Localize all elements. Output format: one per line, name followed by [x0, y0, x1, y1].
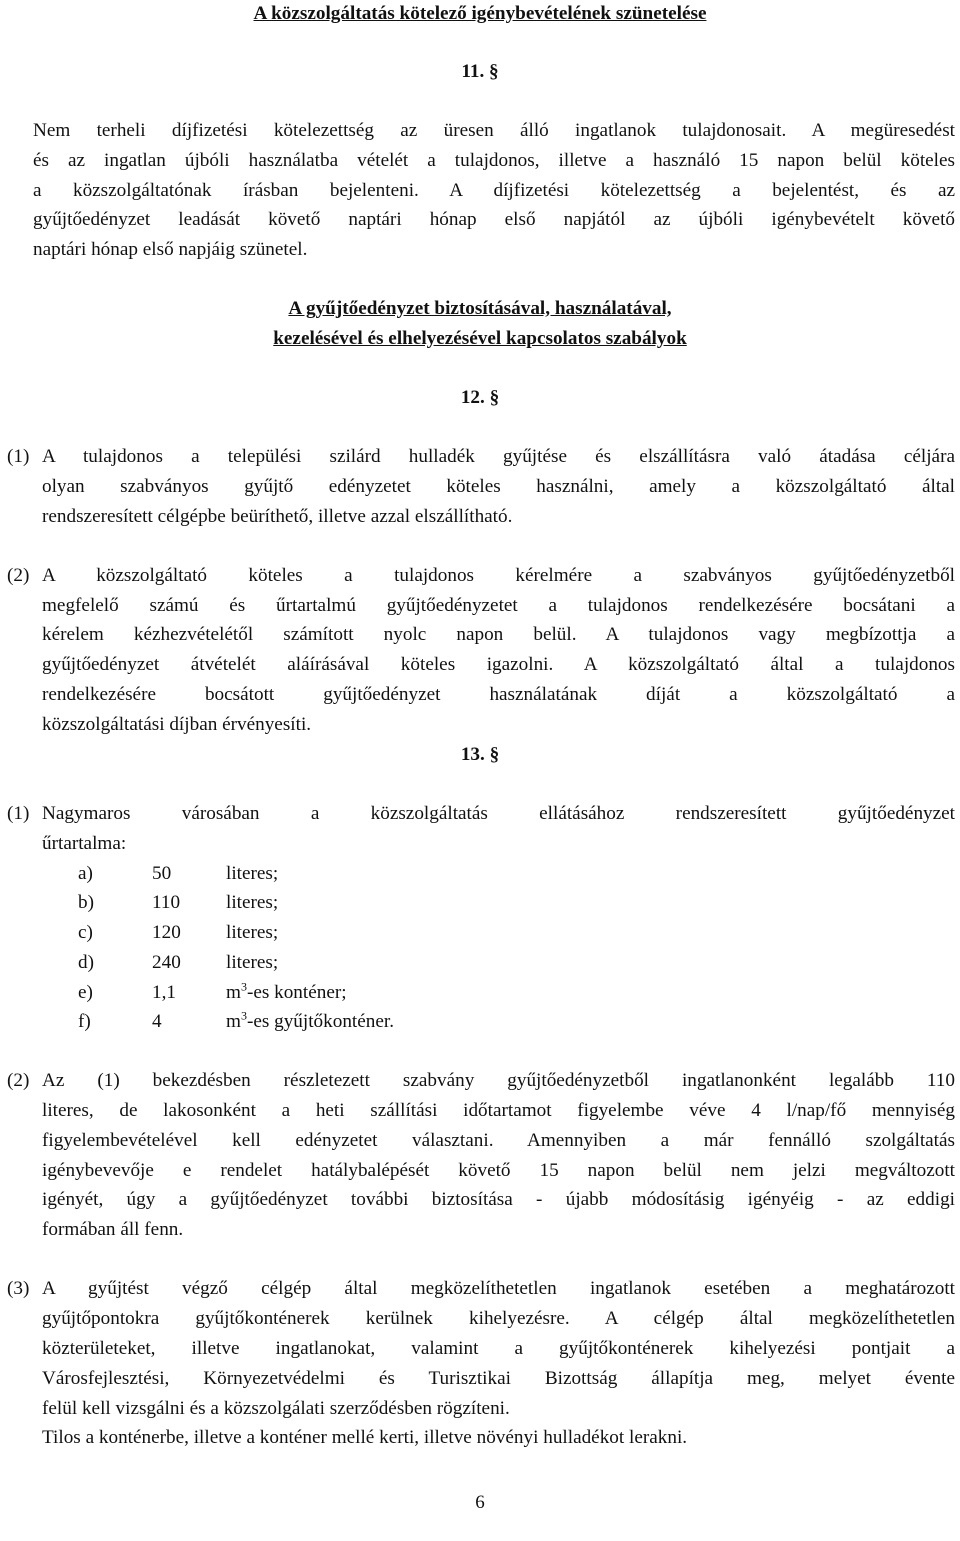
text-line: formában áll fenn.	[42, 1219, 184, 1240]
unit-suffix: -es gyűjtőkonténer.	[246, 1011, 395, 1032]
list-letter: b)	[78, 892, 94, 913]
text-line: figyelembevételével kell edényzetet választani. Amennyiben a már fennálló szolgáltatás	[42, 1130, 955, 1151]
text-line: gyűjtőpontokra gyűjtőkonténerek kerülnek kihelyezésre. A célgép által megközelíthetetlen	[42, 1308, 955, 1329]
text-line: kérelem kézhezvételétől számított nyolc napon belül. A tulajdonos vagy megbízottja a	[42, 624, 955, 645]
text-line: igényét, úgy a gyűjtőedényzet további biztosítása - újabb módosításig igényéig - az eddigi	[42, 1189, 955, 1210]
unit-superscript: 3	[240, 1008, 247, 1023]
text-line: A közszolgáltató köteles a tulajdonos kérelmére a szabványos gyűjtőedényzetből	[42, 565, 955, 586]
page-number: 6	[475, 1492, 485, 1513]
text-line: közszolgáltatási díjban érvényesíti.	[42, 714, 312, 735]
paragraph-number: (2)	[7, 1070, 30, 1091]
heading-container-rules-1: A gyűjtőedényzet biztosításával, használatával,	[288, 298, 672, 319]
text-line: Városfejlesztési, Környezetvédelmi és Turisztikai Bizottság állapítja meg, melyet évente	[42, 1368, 955, 1389]
text-line: közterületeket, illetve ingatlanokat, valamint a gyűjtőkonténerek kihelyezési pontjait a	[42, 1338, 955, 1359]
text-line: Nem terheli díjfizetési kötelezettség az üresen álló ingatlanok tulajdonosait. A megüresedést	[33, 120, 955, 141]
list-letter: a)	[78, 863, 93, 884]
text-line: gyűjtőedényzet átvételét aláírásával köteles igazolni. A közszolgáltató által a tulajdonos	[42, 654, 955, 675]
text-line: literes, de lakosonként a heti szállítási időtartamot figyelembe véve 4 l/nap/fő mennyiség	[42, 1100, 955, 1121]
list-amount: 1,1	[152, 982, 176, 1003]
list-unit: literes;	[226, 952, 279, 973]
text-line: a közszolgáltatónak írásban bejelenteni. A díjfizetési kötelezettség a bejelentést, és az	[33, 180, 955, 201]
list-amount: 240	[152, 952, 181, 973]
text-line: űrtartalma:	[42, 833, 127, 854]
text-line: olyan szabványos gyűjtő edényzetet köteles használni, amely a közszolgáltató által	[42, 476, 955, 497]
list-unit	[226, 979, 347, 1007]
text-line: igénybevevője e rendelet hatálybalépését követő 15 napon belül nem jelzi megváltozott	[42, 1160, 955, 1181]
section-12-number: 12. §	[460, 387, 500, 408]
unit-prefix: m	[226, 982, 241, 1003]
text-line: A gyűjtést végző célgép által megközelíthetetlen ingatlanok esetében a meghatározott	[42, 1278, 955, 1299]
list-unit: literes;	[226, 922, 279, 943]
list-amount: 4	[152, 1011, 162, 1032]
text-line: Az (1) bekezdésben részletezett szabvány gyűjtőedényzetből ingatlanonként legalább 110	[42, 1070, 955, 1091]
list-letter: e)	[78, 982, 93, 1003]
section-11-number: 11. §	[461, 61, 499, 82]
paragraph-number: (2)	[7, 565, 30, 586]
list-amount: 120	[152, 922, 181, 943]
list-letter: c)	[78, 922, 93, 943]
list-unit: literes;	[226, 863, 279, 884]
unit-suffix: -es konténer;	[246, 982, 347, 1003]
text-line: gyűjtőedényzet leadását követő naptári hónap első napjától az újbóli igénybevételt követő	[33, 209, 955, 230]
unit-prefix: m	[226, 1011, 241, 1032]
list-unit: literes;	[226, 892, 279, 913]
text-line: A tulajdonos a települési szilárd hulladék gyűjtése és elszállításra való átadása céljára	[42, 446, 955, 467]
text-line: naptári hónap első napjáig szünetel.	[33, 239, 308, 260]
paragraph-number: (1)	[7, 803, 30, 824]
heading-container-rules-2: kezelésével és elhelyezésével kapcsolatos szabályok	[273, 328, 687, 349]
list-unit	[226, 1008, 394, 1036]
heading-section-11: A közszolgáltatás kötelező igénybevételének szünetelése	[253, 3, 707, 24]
text-line: és az ingatlan újbóli használatba vételét a tulajdonos, illetve a használó 15 napon belül köteles	[33, 150, 955, 171]
paragraph-number: (3)	[7, 1278, 30, 1299]
text-line: megfelelő számú és űrtartalmú gyűjtőedényzetet a tulajdonos rendelkezésére bocsátani a	[42, 595, 955, 616]
list-amount: 110	[152, 892, 181, 913]
text-line: rendelkezésére bocsátott gyűjtőedényzet használatának díját a közszolgáltató a	[42, 684, 955, 705]
text-line: rendszeresített célgépbe beüríthető, illetve azzal elszállítható.	[42, 506, 513, 527]
list-letter: f)	[78, 1011, 91, 1032]
text-line: Tilos a konténerbe, illetve a konténer mellé kerti, illetve növényi hulladékot lerakni.	[42, 1427, 688, 1448]
list-amount: 50	[152, 863, 172, 884]
list-letter: d)	[78, 952, 94, 973]
text-line: felül kell vizsgálni és a közszolgálati szerződésben rögzíteni.	[42, 1398, 510, 1419]
text-line: Nagymaros városában a közszolgáltatás ellátásához rendszeresített gyűjtőedényzet	[42, 803, 955, 824]
unit-superscript: 3	[240, 979, 247, 994]
paragraph-number: (1)	[7, 446, 30, 467]
section-13-number: 13. §	[460, 744, 500, 765]
